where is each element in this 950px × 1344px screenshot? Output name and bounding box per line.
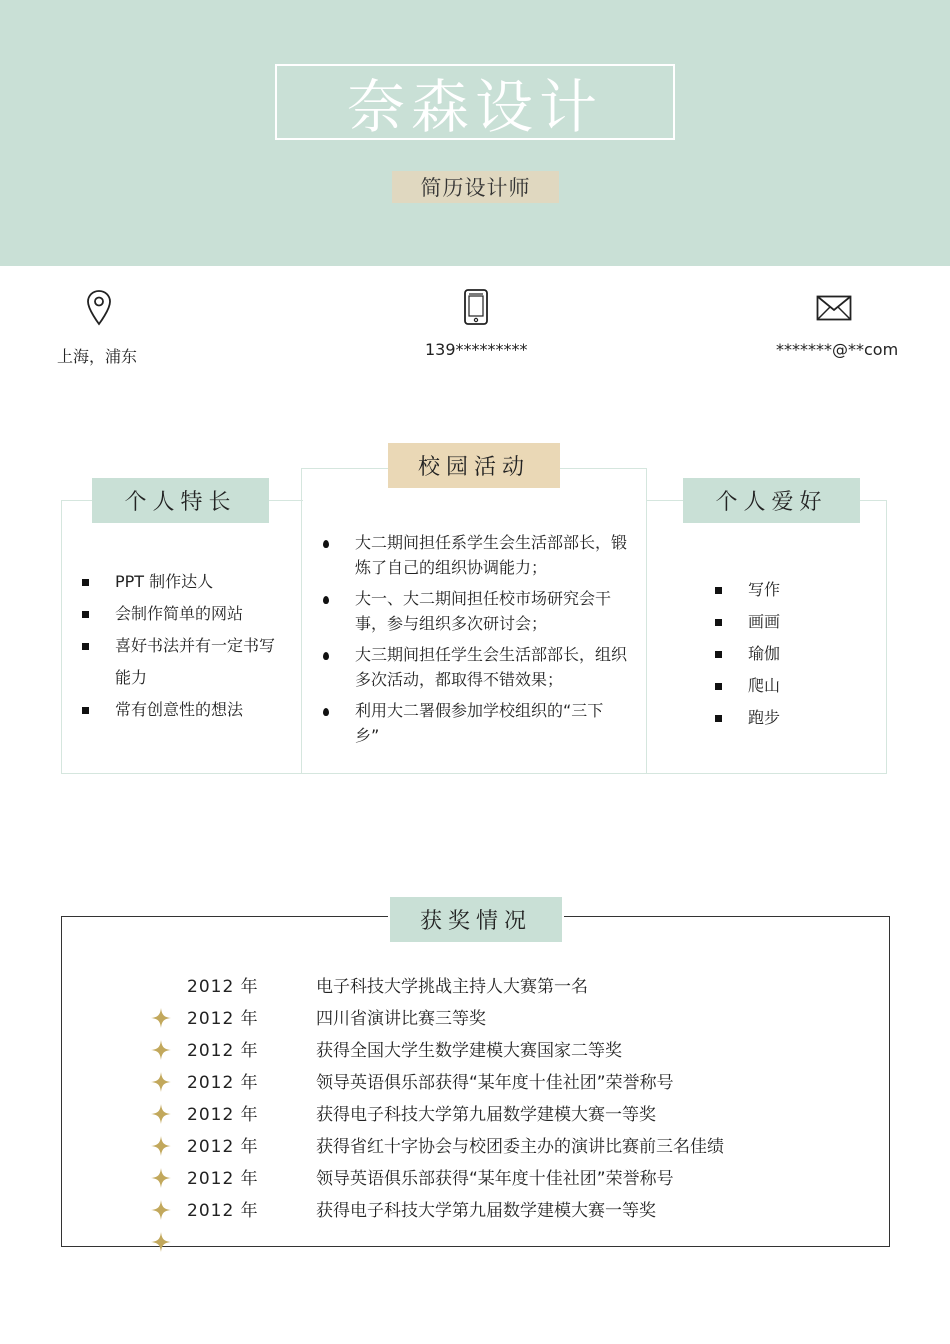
hobby-text: 画画 — [748, 612, 781, 631]
campus-text: 大一、大二期间担任校市场研究会干事，参与组织多次研讨会； — [355, 589, 612, 633]
list-item — [715, 706, 875, 738]
hobby-text: 写作 — [748, 580, 781, 599]
hobby-text: 爬山 — [748, 676, 781, 695]
campus-text: 利用大二署假参加学校组织的“三下乡” — [355, 701, 604, 745]
bullet-square — [715, 619, 722, 626]
award-description: 电子科技大学挑战主持人大赛第一名 — [316, 977, 588, 997]
bullet-square — [715, 683, 722, 690]
job-title: 简历设计师 — [392, 171, 559, 203]
bullet-drop — [323, 652, 329, 660]
list-item — [715, 642, 875, 674]
award-year: 2012 年 — [187, 1041, 259, 1061]
award-year: 2012 年 — [187, 1169, 259, 1189]
list-item — [82, 630, 297, 694]
hobby-text: 跑步 — [748, 708, 781, 727]
list-item — [82, 698, 297, 730]
bullet-square — [715, 587, 722, 594]
skill-text: 常有创意性的想法 — [115, 700, 244, 719]
bullet-square — [82, 579, 89, 586]
skills-list — [82, 570, 297, 730]
award-year: 2012 年 — [187, 1009, 259, 1029]
skills-heading: 个人特长 — [92, 478, 269, 523]
skill-text: PPT 制作达人 — [115, 572, 214, 591]
award-description: 获得全国大学生数学建模大赛国家二等奖 — [316, 1041, 622, 1061]
list-item — [321, 586, 633, 642]
mobile-phone-icon — [463, 288, 489, 326]
list-item — [715, 674, 875, 706]
award-description: 领导英语俱乐部获得“某年度十佳社团”荣誉称号 — [316, 1169, 674, 1189]
list-item — [321, 642, 633, 698]
bullet-drop — [323, 540, 329, 548]
sparkle-star-icon — [151, 1232, 171, 1252]
bullet-square — [715, 651, 722, 658]
hobbies-list — [715, 578, 875, 738]
skill-text: 会制作简单的网站 — [115, 604, 244, 623]
email-text[interactable]: *******@**com — [776, 340, 899, 359]
award-year: 2012 年 — [187, 1073, 259, 1093]
sparkle-star-icon — [151, 1104, 171, 1124]
hobby-text: 瑜伽 — [748, 644, 781, 663]
bullet-square — [82, 643, 89, 650]
list-item — [321, 530, 633, 586]
awards-heading: 获奖情况 — [390, 897, 562, 942]
sparkle-star-icon — [151, 1200, 171, 1220]
campus-text: 大二期间担任系学生会生活部部长，锻炼了自己的组织协调能力； — [355, 533, 628, 577]
candidate-name: 奈森设计 — [275, 64, 675, 140]
hobbies-heading: 个人爱好 — [683, 478, 860, 523]
location-pin-icon — [86, 289, 112, 327]
award-year: 2012 年 — [187, 1137, 259, 1157]
sparkle-star-icon — [151, 1072, 171, 1092]
bullet-drop — [323, 596, 329, 604]
sparkle-star-icon — [151, 1136, 171, 1156]
campus-heading: 校园活动 — [388, 443, 560, 488]
list-item — [321, 698, 633, 754]
award-description: 领导英语俱乐部获得“某年度十佳社团”荣誉称号 — [316, 1073, 674, 1093]
list-item — [82, 570, 297, 602]
bullet-square — [82, 707, 89, 714]
award-year: 2012 年 — [187, 1201, 259, 1221]
award-description: 获得省红十字协会与校团委主办的演讲比赛前三名佳绩 — [316, 1137, 724, 1157]
award-description: 四川省演讲比赛三等奖 — [316, 1009, 486, 1029]
award-year: 2012 年 — [187, 977, 259, 997]
location-text: 上海，浦东 — [57, 347, 138, 366]
sparkle-star-icon — [151, 1168, 171, 1188]
sparkle-star-icon — [151, 1008, 171, 1028]
sparkle-star-icon — [151, 1040, 171, 1060]
phone-text[interactable]: 139********* — [425, 340, 528, 359]
award-description: 获得电子科技大学第九届数学建模大赛一等奖 — [316, 1201, 656, 1221]
campus-list — [321, 530, 633, 754]
list-item — [715, 610, 875, 642]
bullet-square — [82, 611, 89, 618]
award-description: 获得电子科技大学第九届数学建模大赛一等奖 — [316, 1105, 656, 1125]
award-year: 2012 年 — [187, 1105, 259, 1125]
campus-text: 大三期间担任学生会生活部部长，组织多次活动，都取得不错效果； — [355, 645, 628, 689]
envelope-icon — [816, 295, 852, 321]
skill-text: 喜好书法并有一定书写能力 — [115, 636, 276, 687]
list-item — [715, 578, 875, 610]
bullet-drop — [323, 708, 329, 716]
bullet-square — [715, 715, 722, 722]
